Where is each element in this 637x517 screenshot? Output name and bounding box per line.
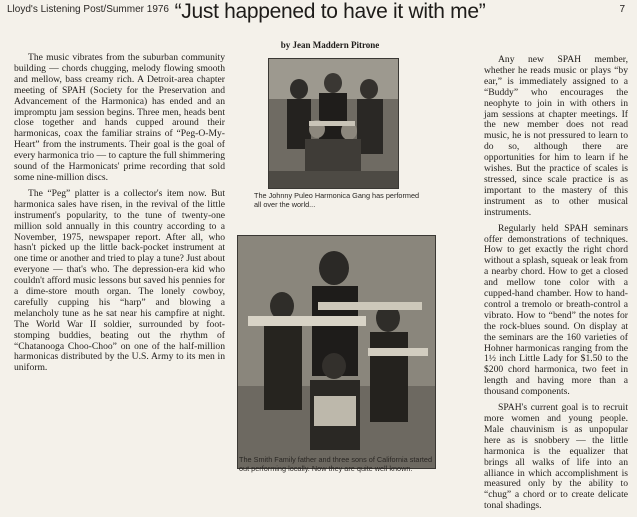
- page-number: 7: [619, 4, 625, 15]
- smith-family-photo: [237, 235, 436, 469]
- photo-caption: The Smith Family father and three sons of California started out performing locally. Now they are quite well known.: [239, 455, 433, 473]
- paragraph: SPAH's current goal is to recruit more women and young people. Male chauvinism is as unpopular here as is snobbery — the little harmonica is the equalizer that brings all walks of life into an alliance in which accomplishment is measured only by the ability to “chug” a chord or to create delicate tonal shadings.: [484, 402, 628, 512]
- paragraph: The music vibrates from the suburban community building — chords chugging, melody flowing smooth and mellow, bass creamy rich. A Detroit-area chapter meeting of SPAH (Society for the Preservation and Advancement of the Harmonica) has ended and an impromptu jam session begins. Three men, heads bent close together and hands cupped around their harmonicas, coax the familiar strains of “Peg-O-My-Heart” from the instruments. Their goal is the goal of every harmonica trio — to capture the full shimmering sound of the Harmonicats' prime recording that sold some nine-million discs.: [14, 52, 225, 183]
- paragraph: Regularly held SPAH seminars offer demonstrations of techniques. How to get exactly the right chord without a splash, squeak or leak from a nearby chord. How to get a closed and mellow tone color with a cupped-hand chamber. How to hand-control a tremolo or breath-control a vibrato. How to “bend” the notes for the rock-blues sound. On display at the seminars are the 160 varieties of Hohner harmonicas ranging from the 1½ inch Little Lady for $1.50 to the $200 chord harmonica, two feet in length and having more than a thousand components.: [484, 222, 628, 398]
- photo-caption: The Johnny Puleo Harmonica Gang has performed all over the world...: [254, 191, 420, 209]
- left-column: [14, 53, 225, 379]
- paragraph: The “Peg” platter is a collector's item now. But harmonica sales have risen, in the revival of the little instrument's popularity, to the tune of twenty-one million sold annually in this country according to a November, 1975, newspaper report. After all, who hasn't picked up the little back-pocket instrument at one time or another and tried to play a tune? Just about everyone — that's who. The depression-era kid who couldn't afford music lessons but saved his pennies for a dime-store mouth organ. The lonely cowboy, carefully cupping his “harp” and blowing a melancholy tune as he sat near his campfire at night. The World War II soldier, surrounded by foot-stomping buddies, beating out the rhythm of “Chatanooga Choo-Choo” on one of the half-million harmonicas distributed by the U.S. Army to its men in uniform.: [14, 187, 225, 374]
- right-column: [484, 55, 628, 517]
- paragraph: Any new SPAH member, whether he reads music or plays “by ear,” is immediately assigned to a “Buddy” who encourages the neophyte to join in with others in jam sessions at chapter meetings. If the new member does not read music, he is not pressured to learn to do so, although there are opportunities for him to learn if he wishes. But the practice of scales is stressed, since scale practice is as important to the mastery of this instrument as to other musical instruments.: [484, 54, 628, 218]
- article-title: “Just happened to have it with me”: [174, 0, 486, 23]
- harmonica-gang-photo: [268, 58, 399, 189]
- article-byline: by Jean Maddern Pitrone: [280, 40, 380, 50]
- running-head: Lloyd's Listening Post/Summer 1976: [7, 4, 169, 15]
